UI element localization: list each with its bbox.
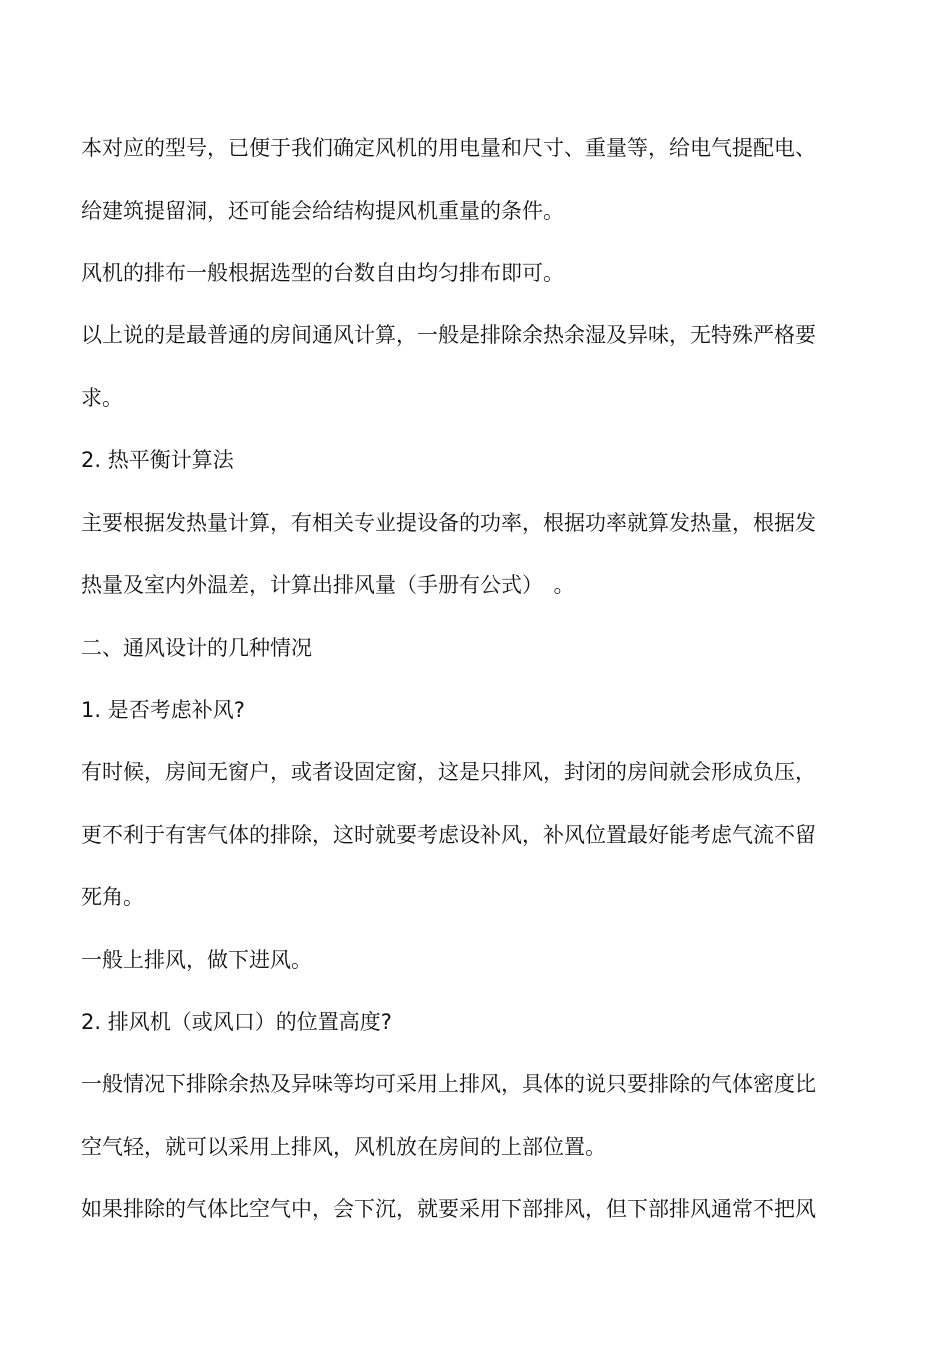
- text-line: 风机的排布一般根据选型的台数自由均匀排布即可。: [81, 261, 564, 285]
- text-line: 有时候，房间无窗户，或者设固定窗，这是只排风，封闭的房间就会形成负压，: [81, 760, 816, 784]
- section-heading: 1. 是否考虑补风?: [81, 698, 245, 722]
- text-line: 给建筑提留洞，还可能会给结构提风机重量的条件。: [81, 199, 564, 223]
- text-line: 热量及室内外温差，计算出排风量（手册有公式） 。: [81, 573, 575, 597]
- text-line: 一般情况下排除余热及异味等均可采用上排风，具体的说只要排除的气体密度比: [81, 1072, 816, 1096]
- text-line: 一般上排风，做下进风。: [81, 948, 312, 972]
- section-heading: 2. 排风机（或风口）的位置高度?: [81, 1010, 392, 1034]
- text-line: 以上说的是最普通的房间通风计算，一般是排除余热余湿及异味，无特殊严格要: [81, 323, 816, 347]
- section-heading: 2. 热平衡计算法: [81, 448, 234, 472]
- text-line: 求。: [81, 386, 123, 410]
- section-heading: 二、通风设计的几种情况: [81, 636, 312, 660]
- text-line: 空气轻，就可以采用上排风，风机放在房间的上部位置。: [81, 1135, 606, 1159]
- text-line: 更不利于有害气体的排除，这时就要考虑设补风，补风位置最好能考虑气流不留: [81, 823, 816, 847]
- text-line: 本对应的型号，已便于我们确定风机的用电量和尺寸、重量等，给电气提配电、: [81, 136, 816, 160]
- text-line: 如果排除的气体比空气中，会下沉，就要采用下部排风，但下部排风通常不把风: [81, 1197, 816, 1221]
- text-line: 死角。: [81, 885, 144, 909]
- text-line: 主要根据发热量计算，有相关专业提设备的功率，根据功率就算发热量，根据发: [81, 511, 816, 535]
